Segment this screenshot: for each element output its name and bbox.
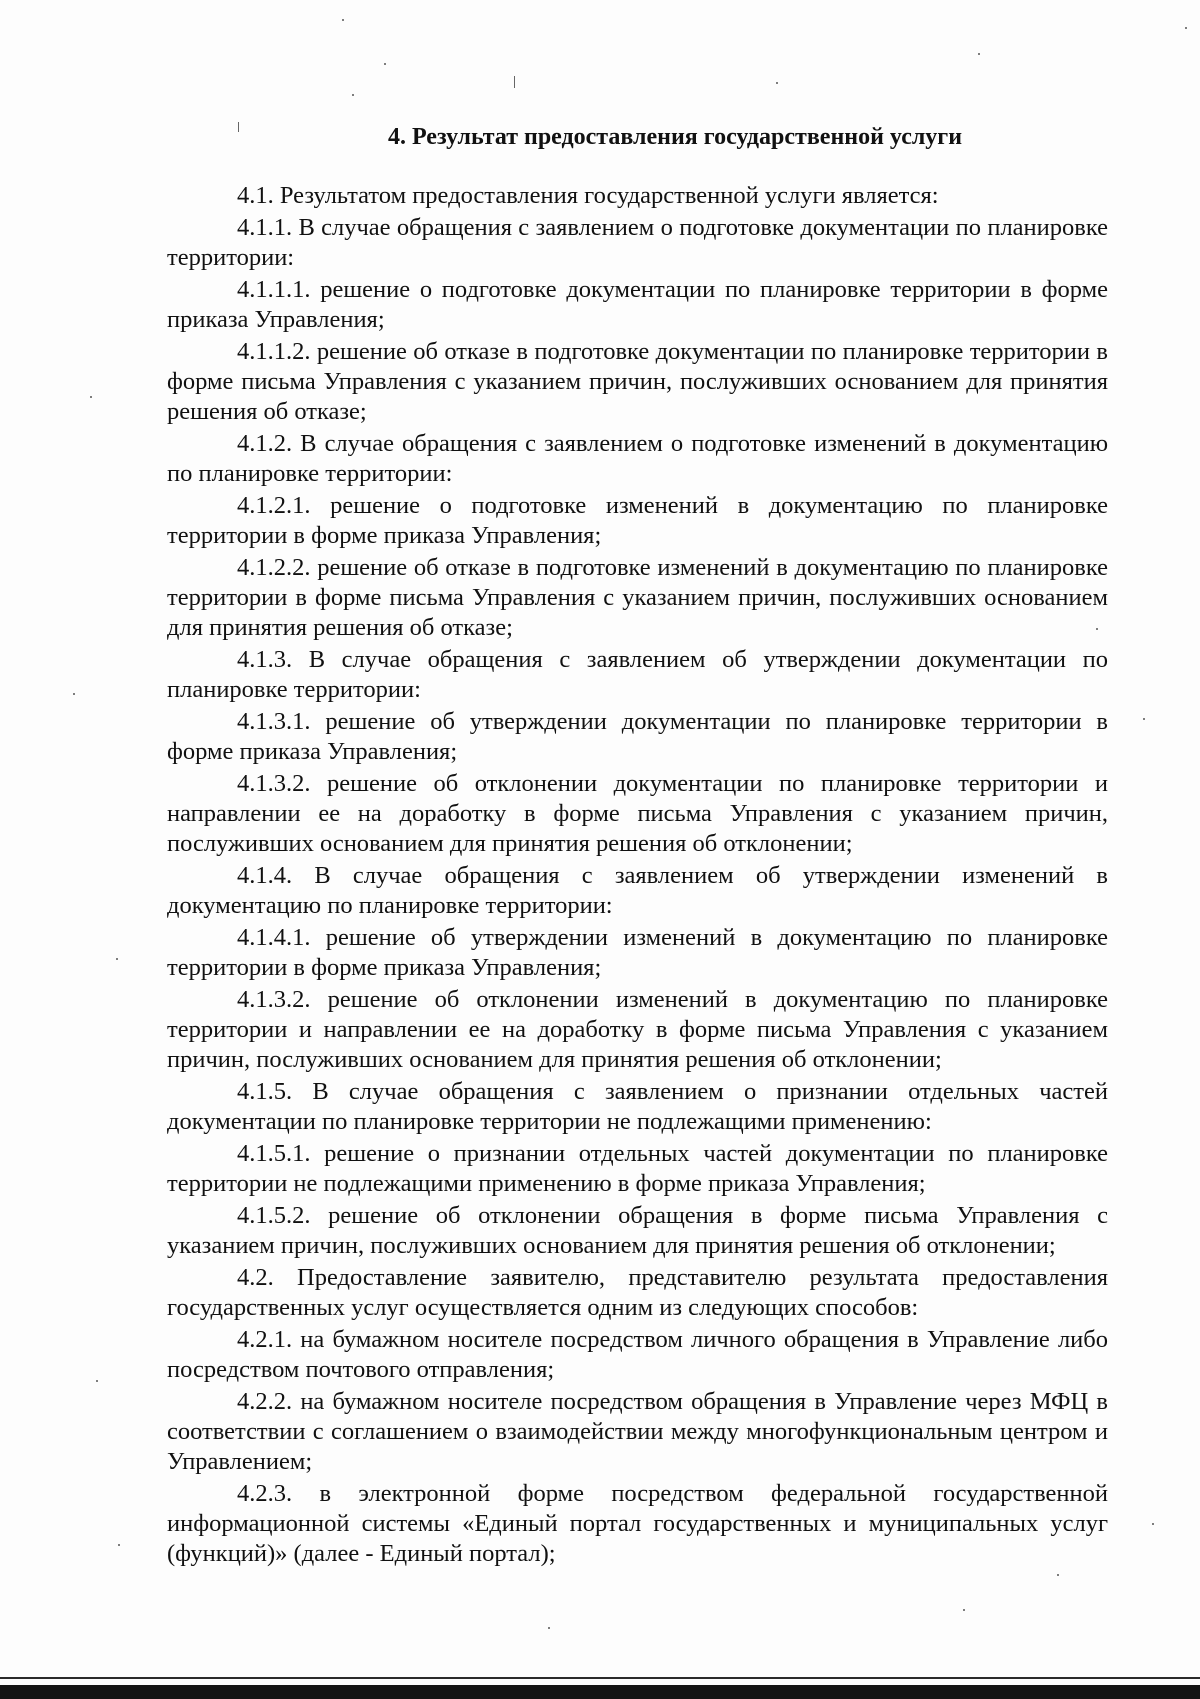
paragraph: 4.1.5.2. решение об отклонении обращения в форме письма Управления с указанием причин, послуживших основанием для принятия решения об отклонении; xyxy=(167,1202,1108,1259)
paragraph: 4.1. Результатом предоставления государственной услуги является: xyxy=(237,182,939,209)
paragraph: 4.1.1.2. решение об отказе в подготовке документации по планировке территории в форме письма Управления с указанием причин, послуживших основанием для принятия решения об отказе; xyxy=(167,338,1108,425)
scan-speck xyxy=(963,1609,965,1611)
scan-speck xyxy=(352,94,354,96)
scan-speck xyxy=(1185,27,1187,29)
paragraph: 4.1.2.2. решение об отказе в подготовке изменений в документацию по планировке территории в форме письма Управления с указанием причин, послуживших основанием для принятия решения об отказе; xyxy=(167,554,1108,641)
paragraph: 4.1.5. В случае обращения с заявлением о признании отдельных частей документации по планировке территории не подлежащими применению: xyxy=(167,1078,1108,1135)
scan-speck xyxy=(1143,718,1145,720)
scan-speck xyxy=(548,1627,550,1629)
section-title: 4. Результат предоставления государственной услуги xyxy=(387,124,963,150)
scan-speck xyxy=(73,693,75,695)
paragraph: 4.2.1. на бумажном носителе посредством личного обращения в Управление либо посредством почтового отправления; xyxy=(167,1326,1108,1383)
paragraph: 4.1.3.2. решение об отклонении документации по планировке территории и направлении ее на доработку в форме письма Управления с указанием причин, послуживших основанием для принятия решения об отклонении; xyxy=(167,770,1108,857)
paragraph: 4.1.3.1. решение об утверждении документации по планировке территории в форме приказа Управления; xyxy=(167,708,1108,765)
scan-speck xyxy=(776,82,778,84)
scan-speck xyxy=(118,1544,120,1546)
paragraph: 4.1.1. В случае обращения с заявлением о подготовке документации по планировке территории: xyxy=(167,214,1108,271)
document-body xyxy=(167,181,1108,1571)
paragraph: 4.1.2.1. решение о подготовке изменений в документацию по планировке территории в форме приказа Управления; xyxy=(167,492,1108,549)
scan-speck xyxy=(90,396,92,398)
scan-mark xyxy=(238,122,239,132)
scan-speck xyxy=(978,53,980,55)
scan-speck xyxy=(1152,1523,1154,1525)
scan-speck xyxy=(342,19,344,21)
paragraph: 4.2. Предоставление заявителю, представителю результата предоставления государственных услуг осуществляется одним из следующих способов: xyxy=(167,1264,1108,1321)
scan-speck xyxy=(96,1380,98,1382)
scan-speck xyxy=(1057,1574,1059,1576)
paragraph: 4.2.3. в электронной форме посредством федеральной государственной информационной системы «Единый портал государственных и муниципальных услуг (функций)» (далее - Единый портал); xyxy=(167,1480,1108,1567)
scan-edge xyxy=(0,1685,1200,1699)
scan-speck xyxy=(116,958,118,960)
paragraph: 4.1.4. В случае обращения с заявлением об утверждении изменений в документацию по планировке территории: xyxy=(167,862,1108,919)
scan-mark xyxy=(514,76,515,88)
paragraph: 4.2.2. на бумажном носителе посредством обращения в Управление через МФЦ в соответствии с соглашением о взаимодействии между многофункциональным центром и Управлением; xyxy=(167,1388,1108,1475)
paragraph: 4.1.4.1. решение об утверждении изменений в документацию по планировке территории в форме приказа Управления; xyxy=(167,924,1108,981)
scan-speck xyxy=(384,63,386,65)
scan-edge-line xyxy=(0,1677,1200,1679)
paragraph: 4.1.2. В случае обращения с заявлением о подготовке изменений в документацию по планировке территории: xyxy=(167,430,1108,487)
paragraph: 4.1.1.1. решение о подготовке документации по планировке территории в форме приказа Управления; xyxy=(167,276,1108,333)
paragraph: 4.1.3.2. решение об отклонении изменений в документацию по планировке территории и направлении ее на доработку в форме письма Управления с указанием причин, послуживших основанием для принятия решения об отклонении; xyxy=(167,986,1108,1073)
paragraph: 4.1.5.1. решение о признании отдельных частей документации по планировке территории не подлежащими применению в форме приказа Управления; xyxy=(167,1140,1108,1197)
paragraph: 4.1.3. В случае обращения с заявлением об утверждении документации по планировке территории: xyxy=(167,646,1108,703)
